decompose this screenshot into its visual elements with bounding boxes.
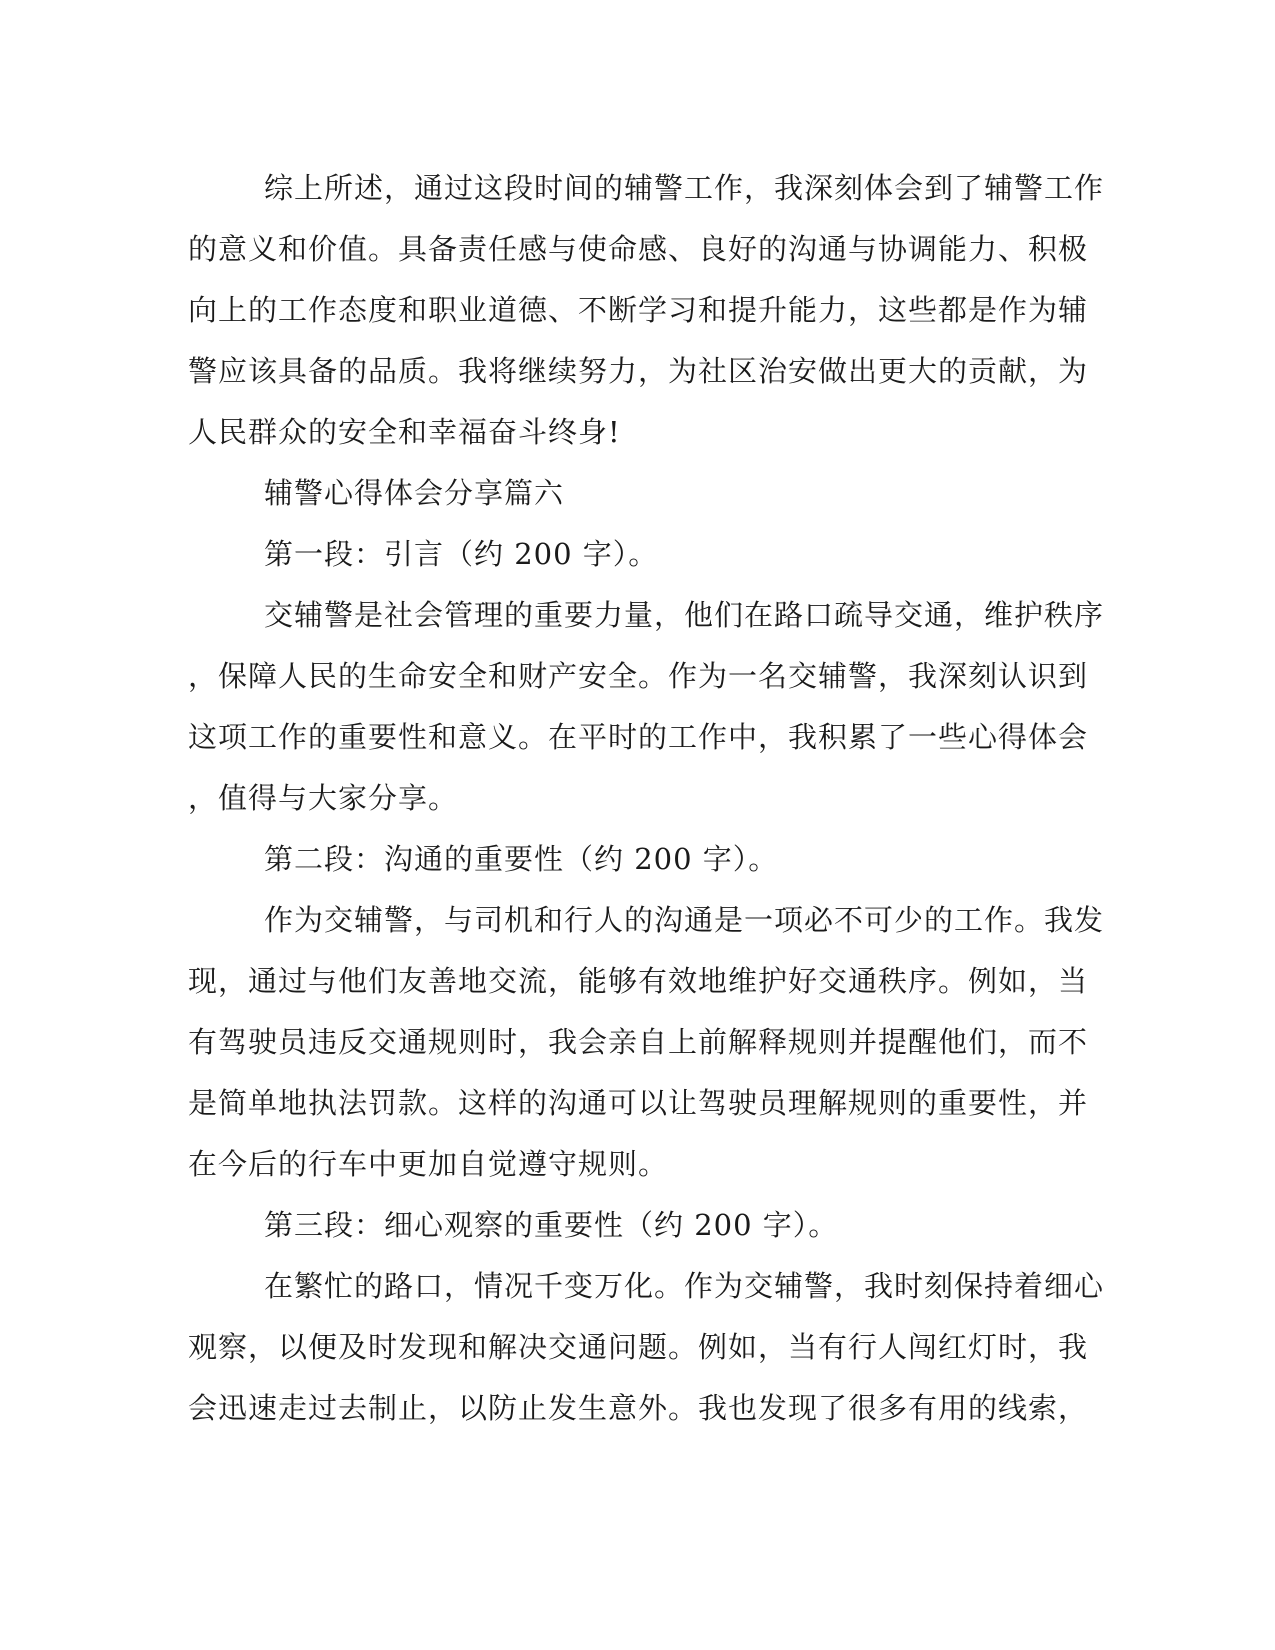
- text-line: 作为交辅警，与司机和行人的沟通是一项必不可少的工作。我发: [264, 903, 1105, 937]
- text-line: 的意义和价值。具备责任感与使命感、良好的沟通与协调能力、积极: [188, 232, 1089, 266]
- text-line: 辅警心得体会分享篇六: [264, 476, 565, 510]
- text-line: 有驾驶员违反交通规则时，我会亲自上前解释规则并提醒他们，而不: [188, 1025, 1089, 1059]
- text-line: 向上的工作态度和职业道德、不断学习和提升能力，这些都是作为辅: [188, 293, 1089, 327]
- text-line: 现，通过与他们友善地交流，能够有效地维护好交通秩序。例如，当: [188, 964, 1089, 998]
- text-line: 第一段：引言（约 200 字）。: [264, 537, 659, 571]
- text-line: 会迅速走过去制止，以防止发生意外。我也发现了很多有用的线索，: [188, 1391, 1089, 1425]
- text-line: 这项工作的重要性和意义。在平时的工作中，我积累了一些心得体会: [188, 720, 1089, 754]
- text-line: ，值得与大家分享。: [188, 781, 459, 815]
- text-line: 观察，以便及时发现和解决交通问题。例如，当有行人闯红灯时，我: [188, 1330, 1089, 1364]
- text-line: 交辅警是社会管理的重要力量，他们在路口疏导交通，维护秩序: [264, 598, 1105, 632]
- text-line: 在今后的行车中更加自觉遵守规则。: [188, 1147, 669, 1181]
- text-line: ，保障人民的生命安全和财产安全。作为一名交辅警，我深刻认识到: [188, 659, 1089, 693]
- text-line: 第二段：沟通的重要性（约 200 字）。: [264, 842, 779, 876]
- document-body: [188, 158, 1105, 1439]
- text-line: 在繁忙的路口，情况千变万化。作为交辅警，我时刻保持着细心: [264, 1269, 1105, 1303]
- text-line: 是简单地执法罚款。这样的沟通可以让驾驶员理解规则的重要性，并: [188, 1086, 1089, 1120]
- text-line: 综上所述，通过这段时间的辅警工作，我深刻体会到了辅警工作: [264, 171, 1105, 205]
- text-line: 人民群众的安全和幸福奋斗终身!: [188, 415, 621, 449]
- text-line: 第三段：细心观察的重要性（约 200 字）。: [264, 1208, 839, 1242]
- text-line: 警应该具备的品质。我将继续努力，为社区治安做出更大的贡献，为: [188, 354, 1089, 388]
